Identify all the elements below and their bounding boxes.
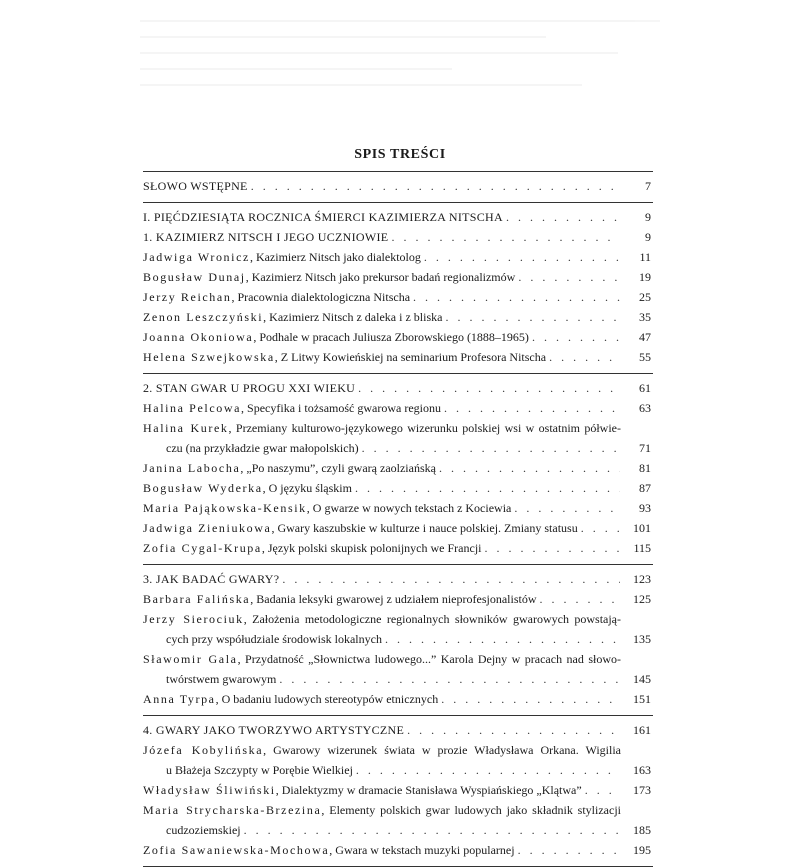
entry-author: Jerzy Reichan [143,290,232,304]
entry-title: 4. GWARY JAKO TWORZYWO ARTYSTYCZNE [143,723,405,737]
page-number: 9 [645,230,651,244]
entry-title: , „Po naszymu”, czyli gwarą zaolziańską [240,461,436,475]
page-number: 63 [639,401,651,415]
dot-leader [355,478,620,498]
show-through-text [140,6,660,96]
entry-title-continued: u Błażeja Szczypty w Porębie Wielkiej [166,763,353,777]
table-of-contents [143,171,653,867]
entry-title: , Z Litwy Kowieńskiej na seminarium Profesora Nitscha [274,350,547,364]
entry-author: Bogusław Wyderka [143,481,263,495]
entry-title: , Dialektyzmy w dramacie Stanisława Wyspiańskiego „Klątwa” [275,783,582,797]
entry-title: , Elementy polskich gwar ludowych jako składnik stylizacji [321,803,621,817]
toc-entry [143,458,653,478]
entry-title: , Specyfika i tożsamość gwarowa regionu [241,401,441,415]
toc-entry [143,740,653,780]
dot-leader [424,247,620,267]
toc-entry [143,478,653,498]
page-number: 145 [633,672,651,686]
entry-author: Janina Labocha [143,461,241,475]
toc-entry [143,780,653,800]
dot-leader [581,518,620,538]
toc-entry [143,840,653,860]
entry-title: SŁOWO WSTĘPNE [143,179,248,193]
dot-leader [532,327,620,347]
entry-author: Helena Szwejkowska [143,350,275,364]
entry-title-continued: czu (na przykładzie gwar małopolskich) [166,441,359,455]
dot-leader [540,589,621,609]
dot-leader [549,347,620,367]
page-number: 55 [639,350,651,364]
entry-author: Maria Strycharska-Brzezina [143,803,322,817]
dot-leader [439,458,620,478]
dot-leader [282,569,620,589]
dot-leader [445,307,620,327]
entry-title: , Badania leksyki gwarowej z udziałem nieprofesjonalistów [250,592,537,606]
entry-author: Halina Pelcowa [143,401,242,415]
dot-leader [385,629,620,649]
page-number: 93 [639,501,651,515]
page-number: 87 [639,481,651,495]
entry-author: Anna Tyrpa [143,692,216,706]
entry-author: Jadwiga Wronicz [143,250,250,264]
entry-title: , Pracownia dialektologiczna Nitscha [231,290,411,304]
dot-leader [444,398,620,418]
toc-entry [143,609,653,649]
toc-entry [143,347,653,367]
toc-entry [143,398,653,418]
entry-title: , Język polski skupisk polonijnych we Francji [261,541,482,555]
entry-title: , O języku śląskim [262,481,352,495]
dot-leader [506,207,620,227]
toc-entry [143,247,653,267]
dot-leader [413,287,620,307]
page-number: 135 [633,632,651,646]
entry-author: Józefa Kobylińska [143,743,264,757]
page-number: 25 [639,290,651,304]
entry-title-continued: cych przy współudziale środowisk lokalnych [166,632,382,646]
dot-leader [356,760,620,780]
entry-author: Bogusław Dunaj [143,270,246,284]
page-number: 11 [639,250,651,264]
toc-entry [143,307,653,327]
entry-author: Zenon Leszczyński [143,310,264,324]
entry-title: , Kazimierz Nitsch z daleka i z bliska [263,310,443,324]
entry-author: Barbara Falińska [143,592,251,606]
entry-title: , Podhale w pracach Juliusza Zborowskiego (1888–1965) [253,330,529,344]
toc-heading [143,207,653,227]
page-number: 173 [633,783,651,797]
page-number: 151 [633,692,651,706]
toc-section [143,172,653,203]
entry-author: Sławomir Gala [143,652,238,666]
page-number: 9 [645,210,651,224]
page-number: 163 [633,763,651,777]
toc-entry [143,267,653,287]
toc-entry [143,689,653,709]
dot-leader [441,689,620,709]
entry-title: , Kazimierz Nitsch jako prekursor badań regionalizmów [245,270,516,284]
page-number: 71 [639,441,651,455]
dot-leader [585,780,620,800]
page-number: 161 [633,723,651,737]
page-title: SPIS TREŚCI [354,147,446,162]
toc-heading [143,378,653,398]
dot-leader [251,176,620,196]
entry-author: Zofia Cygal-Krupa [143,541,262,555]
toc-heading [143,227,653,247]
page-number: 7 [645,179,651,193]
entry-title: , Założenia metodologiczne regionalnych słowników gwarowych powstają- [243,612,622,626]
page-number: 195 [633,843,651,857]
toc-section [143,203,653,374]
toc-entry [143,287,653,307]
page-number: 47 [639,330,651,344]
entry-author: Zofia Sawaniewska-Mochowa [143,843,330,857]
entry-author: Halina Kurek [143,421,229,435]
dot-leader [518,840,620,860]
entry-author: Jadwiga Zieniukowa [143,521,272,535]
dot-leader [391,227,620,247]
entry-author: Władysław Śliwiński [143,783,276,797]
page-number: 125 [633,592,651,606]
page-number: 61 [639,381,651,395]
entry-title-continued: twórstwem gwarowym [166,672,277,686]
dot-leader [518,267,620,287]
entry-title: 1. KAZIMIERZ NITSCH I JEGO UCZNIOWIE [143,230,389,244]
toc-section [143,374,653,565]
toc-entry [143,589,653,609]
entry-author: Jerzy Sierociuk [143,612,244,626]
toc-entry [143,538,653,558]
entry-title: I. PIĘĆDZIESIĄTA ROCZNICA ŚMIERCI KAZIMIERZA NITSCHA [143,210,503,224]
entry-title: , Gwary kaszubskie w kulturze i nauce polskiej. Zmiany statusu [271,521,578,535]
entry-title: 3. JAK BADAĆ GWARY? [143,572,280,586]
dot-leader [485,538,621,558]
dot-leader [244,820,620,840]
toc-section [143,565,653,716]
toc-heading [143,569,653,589]
entry-title-continued: cudzoziemskiej [166,823,241,837]
entry-title: , Gwarowy wizerunek świata w prozie Władysława Orkana. Wigilia [263,743,621,757]
entry-author: Maria Pająkowska-Kensik [143,501,307,515]
toc-heading [143,176,653,196]
page-number: 81 [639,461,651,475]
toc-entry [143,418,653,458]
page-number: 123 [633,572,651,586]
entry-title: , Kazimierz Nitsch jako dialektolog [249,250,421,264]
toc-entry [143,518,653,538]
toc-entry [143,800,653,840]
entry-title: , O badaniu ludowych stereotypów etnicznych [215,692,439,706]
toc-heading [143,720,653,740]
entry-title: , O gwarze w nowych tekstach z Kociewia [306,501,512,515]
entry-title: , Gwara w tekstach muzyki popularnej [329,843,515,857]
dot-leader [407,720,620,740]
toc-entry [143,649,653,689]
page-number: 115 [633,541,651,555]
dot-leader [279,669,620,689]
page-number: 19 [639,270,651,284]
dot-leader [358,378,620,398]
page-number: 185 [633,823,651,837]
entry-title: , Przemiany kulturowo-językowego wizerunku polskiej wsi w ostatnim półwie- [228,421,621,435]
toc-entry [143,327,653,347]
page-number: 35 [639,310,651,324]
entry-title: 2. STAN GWAR U PROGU XXI WIEKU [143,381,356,395]
dot-leader [362,438,620,458]
entry-author: Joanna Okoniowa [143,330,254,344]
dot-leader [514,498,620,518]
entry-title: , Przydatność „Słownictwa ludowego...” Karola Dejny w pracach nad słowo- [237,652,621,666]
toc-section [143,716,653,867]
toc-entry [143,498,653,518]
page-number: 101 [633,521,651,535]
